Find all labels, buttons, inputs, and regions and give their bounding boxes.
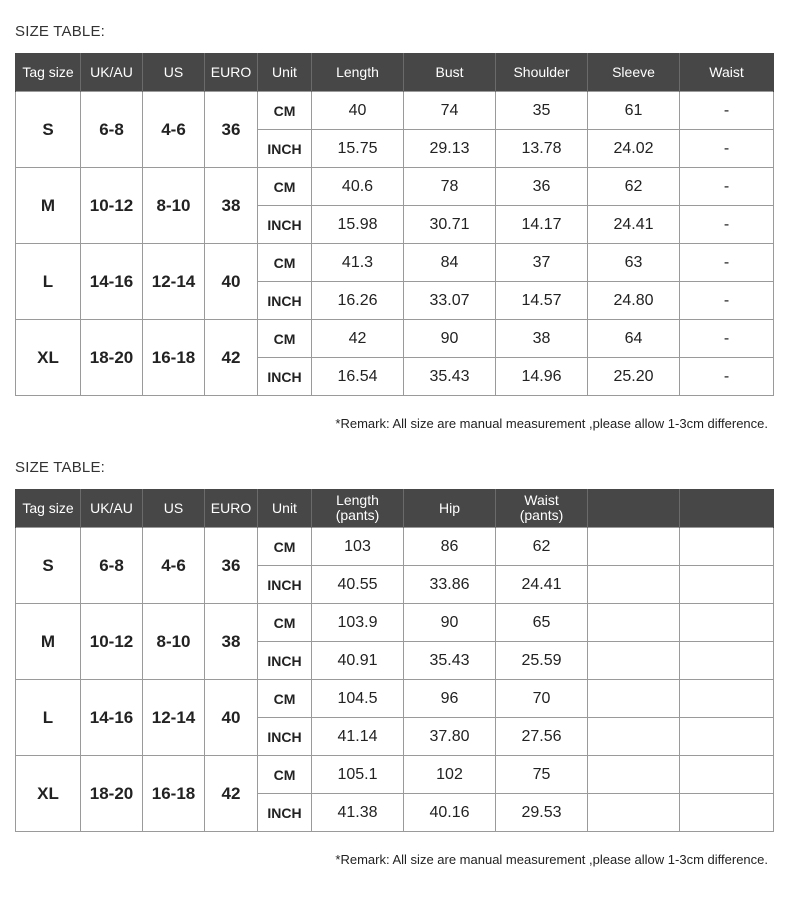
tag-size-cell: S [16, 92, 81, 168]
unit-cell: INCH [258, 642, 312, 680]
measurement-cell: 103 [312, 528, 404, 566]
measurement-cell: 41.38 [312, 794, 404, 832]
measurement-cell [588, 680, 680, 718]
unit-cell: CM [258, 528, 312, 566]
measurement-cell [680, 642, 774, 680]
column-header: US [143, 489, 205, 528]
measurement-cell [680, 794, 774, 832]
measurement-cell: 36 [496, 168, 588, 206]
table-row [16, 168, 774, 206]
euro-size-cell: 36 [205, 528, 258, 604]
unit-cell: CM [258, 604, 312, 642]
measurement-cell [588, 756, 680, 794]
measurement-cell: 29.13 [404, 130, 496, 168]
unit-cell: CM [258, 244, 312, 282]
table-row [16, 756, 774, 794]
measurement-cell: 64 [588, 320, 680, 358]
measurement-cell [588, 794, 680, 832]
size-table-section-pants [0, 437, 790, 910]
measurement-cell: 37 [496, 244, 588, 282]
measurement-cell [680, 756, 774, 794]
uk-size-cell: 6-8 [81, 528, 143, 604]
measurement-cell: 103.9 [312, 604, 404, 642]
tag-size-cell: XL [16, 756, 81, 832]
measurement-cell: 30.71 [404, 206, 496, 244]
measurement-cell: 41.3 [312, 244, 404, 282]
column-header: UK/AU [81, 489, 143, 528]
column-header: Tag size [16, 53, 81, 92]
column-header: Bust [404, 53, 496, 92]
unit-cell: INCH [258, 718, 312, 756]
tag-size-cell: L [16, 244, 81, 320]
measurement-cell: - [680, 282, 774, 320]
measurement-cell: 90 [404, 320, 496, 358]
measurement-cell: 104.5 [312, 680, 404, 718]
us-size-cell: 4-6 [143, 92, 205, 168]
measurement-cell: - [680, 358, 774, 396]
uk-size-cell: 18-20 [81, 320, 143, 396]
euro-size-cell: 40 [205, 244, 258, 320]
uk-size-cell: 6-8 [81, 92, 143, 168]
measurement-cell: - [680, 130, 774, 168]
measurement-cell: 90 [404, 604, 496, 642]
tag-size-cell: M [16, 604, 81, 680]
measurement-cell: - [680, 244, 774, 282]
column-header: Tag size [16, 489, 81, 528]
measurement-cell: - [680, 92, 774, 130]
measurement-cell: 24.41 [496, 566, 588, 604]
measurement-cell: 86 [404, 528, 496, 566]
remark-note: *Remark: All size are manual measurement ,please allow 1-3cm difference. [335, 416, 768, 431]
column-header [680, 489, 774, 528]
measurement-cell: 14.57 [496, 282, 588, 320]
remark-note: *Remark: All size are manual measurement ,please allow 1-3cm difference. [335, 852, 768, 867]
measurement-cell: 13.78 [496, 130, 588, 168]
measurement-cell: 70 [496, 680, 588, 718]
measurement-cell [680, 680, 774, 718]
us-size-cell: 8-10 [143, 604, 205, 680]
measurement-cell: - [680, 168, 774, 206]
measurement-cell: 29.53 [496, 794, 588, 832]
table-row [16, 320, 774, 358]
unit-cell: INCH [258, 358, 312, 396]
size-table-pants [15, 489, 774, 832]
measurement-cell [588, 642, 680, 680]
measurement-cell: 24.80 [588, 282, 680, 320]
measurement-cell: 35.43 [404, 642, 496, 680]
measurement-cell: 33.07 [404, 282, 496, 320]
measurement-cell: 63 [588, 244, 680, 282]
measurement-cell: 37.80 [404, 718, 496, 756]
table-row [16, 604, 774, 642]
measurement-cell [588, 604, 680, 642]
measurement-cell: 40 [312, 92, 404, 130]
us-size-cell: 4-6 [143, 528, 205, 604]
measurement-cell: 14.96 [496, 358, 588, 396]
table-row [16, 244, 774, 282]
column-header [588, 489, 680, 528]
unit-cell: INCH [258, 282, 312, 320]
us-size-cell: 16-18 [143, 756, 205, 832]
column-header: Waist [680, 53, 774, 92]
measurement-cell: 27.56 [496, 718, 588, 756]
measurement-cell [680, 604, 774, 642]
measurement-cell [588, 718, 680, 756]
table-row [16, 680, 774, 718]
euro-size-cell: 38 [205, 604, 258, 680]
measurement-cell: 25.59 [496, 642, 588, 680]
unit-cell: INCH [258, 130, 312, 168]
us-size-cell: 16-18 [143, 320, 205, 396]
measurement-cell: 84 [404, 244, 496, 282]
measurement-cell: 14.17 [496, 206, 588, 244]
uk-size-cell: 10-12 [81, 604, 143, 680]
measurement-cell: 15.98 [312, 206, 404, 244]
measurement-cell [680, 566, 774, 604]
measurement-cell: 102 [404, 756, 496, 794]
measurement-cell: 16.26 [312, 282, 404, 320]
unit-cell: CM [258, 680, 312, 718]
measurement-cell: 40.91 [312, 642, 404, 680]
measurement-cell: 35.43 [404, 358, 496, 396]
unit-cell: CM [258, 320, 312, 358]
measurement-cell: 25.20 [588, 358, 680, 396]
size-table-tops [15, 53, 774, 396]
column-header: US [143, 53, 205, 92]
section-title: SIZE TABLE: [15, 459, 106, 476]
euro-size-cell: 40 [205, 680, 258, 756]
measurement-cell [588, 566, 680, 604]
measurement-cell: 40.6 [312, 168, 404, 206]
tag-size-cell: M [16, 168, 81, 244]
euro-size-cell: 38 [205, 168, 258, 244]
measurement-cell [680, 528, 774, 566]
us-size-cell: 12-14 [143, 680, 205, 756]
header-row [16, 53, 774, 92]
euro-size-cell: 42 [205, 756, 258, 832]
measurement-cell: 65 [496, 604, 588, 642]
measurement-cell: 40.55 [312, 566, 404, 604]
measurement-cell: 42 [312, 320, 404, 358]
measurement-cell: 78 [404, 168, 496, 206]
column-header: EURO [205, 53, 258, 92]
measurement-cell: 35 [496, 92, 588, 130]
unit-cell: INCH [258, 566, 312, 604]
unit-cell: INCH [258, 206, 312, 244]
section-title: SIZE TABLE: [15, 23, 106, 40]
measurement-cell: 24.02 [588, 130, 680, 168]
unit-cell: CM [258, 92, 312, 130]
measurement-cell: 62 [588, 168, 680, 206]
us-size-cell: 8-10 [143, 168, 205, 244]
column-header: Sleeve [588, 53, 680, 92]
euro-size-cell: 42 [205, 320, 258, 396]
column-header: Unit [258, 53, 312, 92]
us-size-cell: 12-14 [143, 244, 205, 320]
column-header: UK/AU [81, 53, 143, 92]
measurement-cell: 33.86 [404, 566, 496, 604]
unit-cell: CM [258, 756, 312, 794]
measurement-cell: 96 [404, 680, 496, 718]
measurement-cell: - [680, 320, 774, 358]
unit-cell: CM [258, 168, 312, 206]
measurement-cell: 41.14 [312, 718, 404, 756]
uk-size-cell: 14-16 [81, 244, 143, 320]
euro-size-cell: 36 [205, 92, 258, 168]
measurement-cell: - [680, 206, 774, 244]
measurement-cell: 24.41 [588, 206, 680, 244]
uk-size-cell: 14-16 [81, 680, 143, 756]
column-header: Length [312, 53, 404, 92]
measurement-cell: 40.16 [404, 794, 496, 832]
tag-size-cell: XL [16, 320, 81, 396]
header-row [16, 489, 774, 528]
measurement-cell: 62 [496, 528, 588, 566]
measurement-cell: 75 [496, 756, 588, 794]
measurement-cell: 15.75 [312, 130, 404, 168]
column-header: Length (pants) [312, 489, 404, 528]
measurement-cell: 61 [588, 92, 680, 130]
measurement-cell [588, 528, 680, 566]
column-header: Shoulder [496, 53, 588, 92]
uk-size-cell: 18-20 [81, 756, 143, 832]
measurement-cell [680, 718, 774, 756]
column-header: EURO [205, 489, 258, 528]
table-row [16, 528, 774, 566]
column-header: Unit [258, 489, 312, 528]
column-header: Waist (pants) [496, 489, 588, 528]
measurement-cell: 16.54 [312, 358, 404, 396]
column-header: Hip [404, 489, 496, 528]
tag-size-cell: S [16, 528, 81, 604]
measurement-cell: 105.1 [312, 756, 404, 794]
tag-size-cell: L [16, 680, 81, 756]
size-table-section-tops [0, 0, 790, 440]
measurement-cell: 38 [496, 320, 588, 358]
unit-cell: INCH [258, 794, 312, 832]
uk-size-cell: 10-12 [81, 168, 143, 244]
table-row [16, 92, 774, 130]
measurement-cell: 74 [404, 92, 496, 130]
